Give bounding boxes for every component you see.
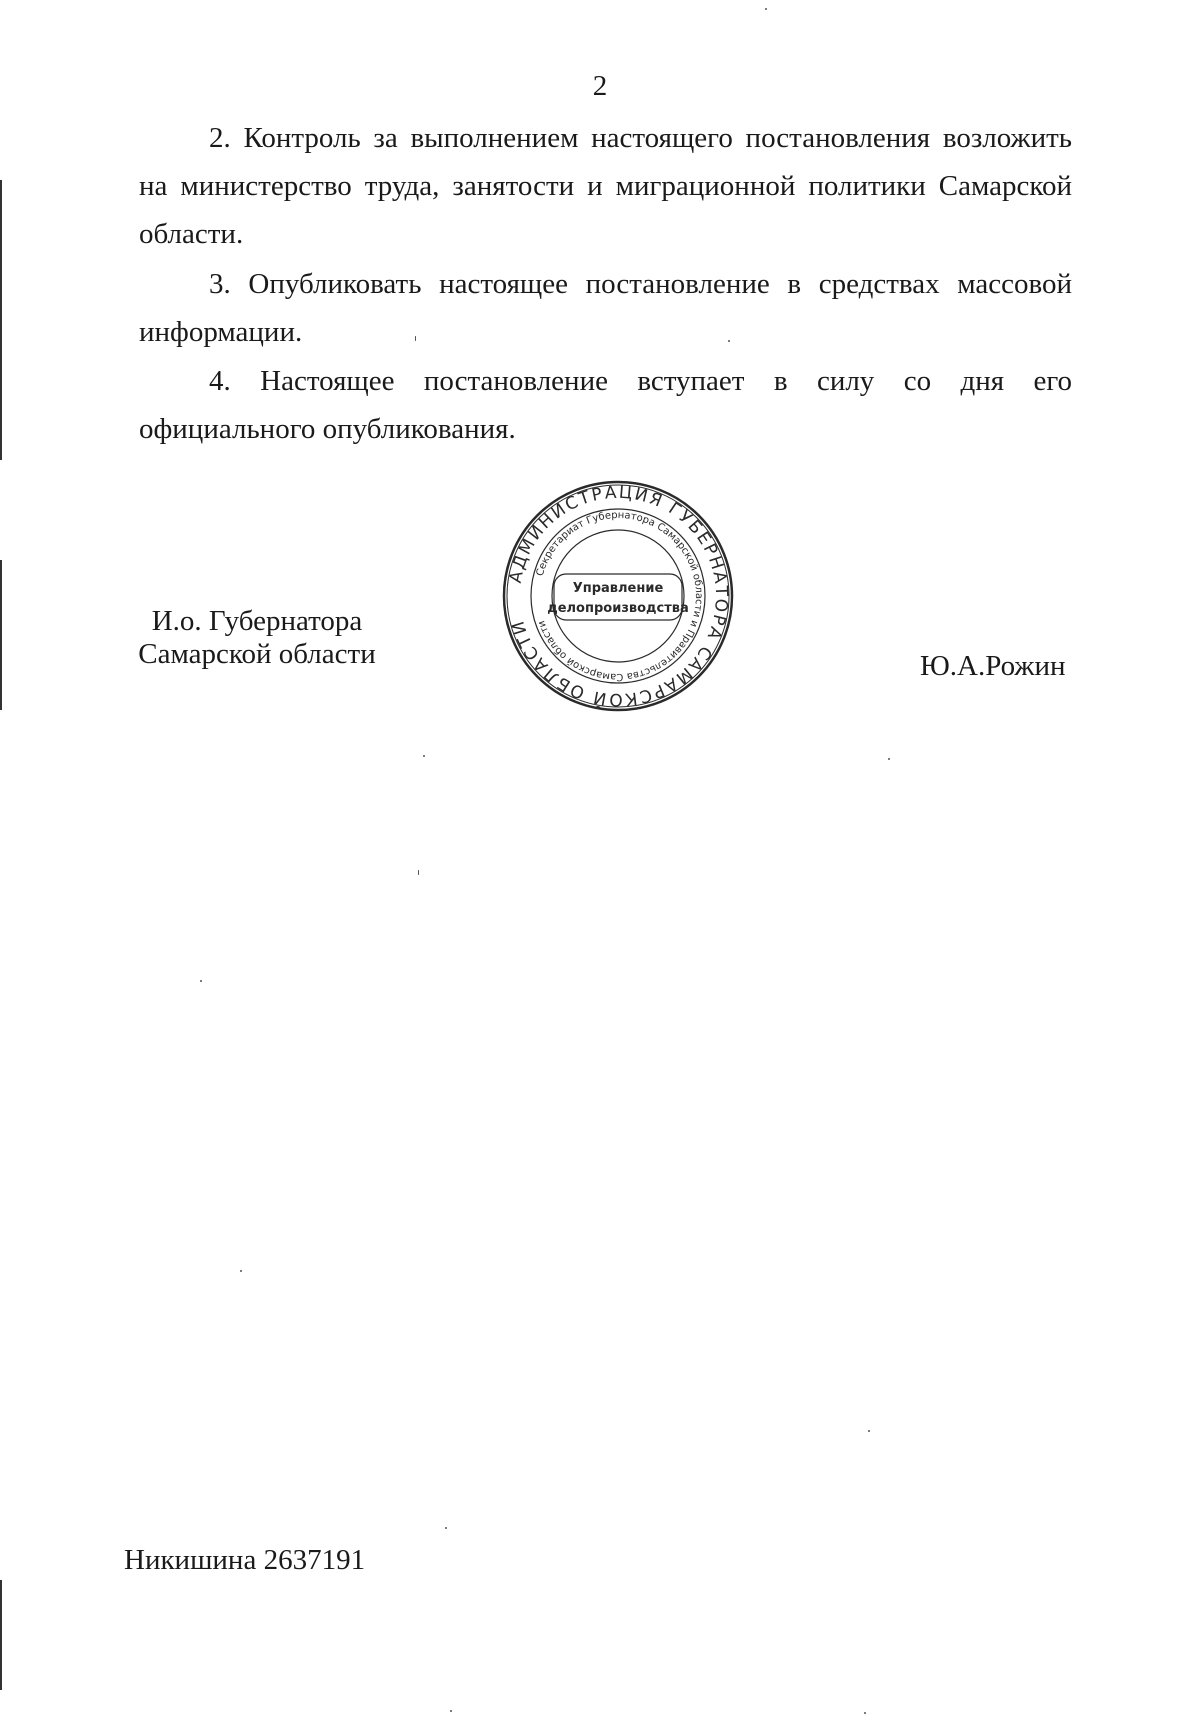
scan-speck <box>415 336 416 341</box>
paragraph-effective: 4. Настоящее постановление вступает в силу со дня его официального опубликования. <box>139 365 1072 445</box>
executor-contact: Никишина 2637191 <box>124 1544 366 1576</box>
scan-speck <box>445 1527 447 1529</box>
scan-speck <box>864 1712 866 1714</box>
scan-speck <box>240 1270 242 1272</box>
scan-speck <box>200 980 202 982</box>
paragraph-control: 2. Контроль за выполнением настоящего постановления возложить на министерство труда, занятости и миграционной политики Самарской области. <box>139 122 1072 250</box>
scan-speck <box>728 340 730 342</box>
signatory-name: Ю.А.Рожин <box>920 650 1066 682</box>
stamp-inner-text: Секретариат Губернатора Самарской области и Правительства Самарской области <box>534 509 705 683</box>
stamp-center-line1: Управление <box>572 581 664 596</box>
signatory-title <box>137 605 377 671</box>
official-stamp <box>502 480 734 712</box>
stamp-outer-text: АДМИНИСТРАЦИЯ ГУБЕРНАТОРА САМАРСКОЙ ОБЛАСТИ <box>505 482 732 710</box>
scan-speck <box>418 870 419 875</box>
scan-speck <box>450 1710 452 1712</box>
scan-speck <box>888 758 890 760</box>
scan-speck <box>765 8 767 10</box>
scan-edge-line <box>0 560 2 710</box>
scan-speck <box>423 755 425 757</box>
paragraph-publish: 3. Опубликовать настоящее постановление в средствах массовой информации. <box>139 268 1072 348</box>
stamp-center-line2: делопроизводства <box>547 601 689 616</box>
signatory-title-line2: Самарской области <box>138 638 376 670</box>
scan-edge-line <box>0 1580 2 1690</box>
page-number: 2 <box>592 70 608 102</box>
scan-speck <box>868 1430 870 1432</box>
scan-edge-line <box>0 180 2 460</box>
signatory-title-line1: И.о. Губернатора <box>151 605 363 637</box>
